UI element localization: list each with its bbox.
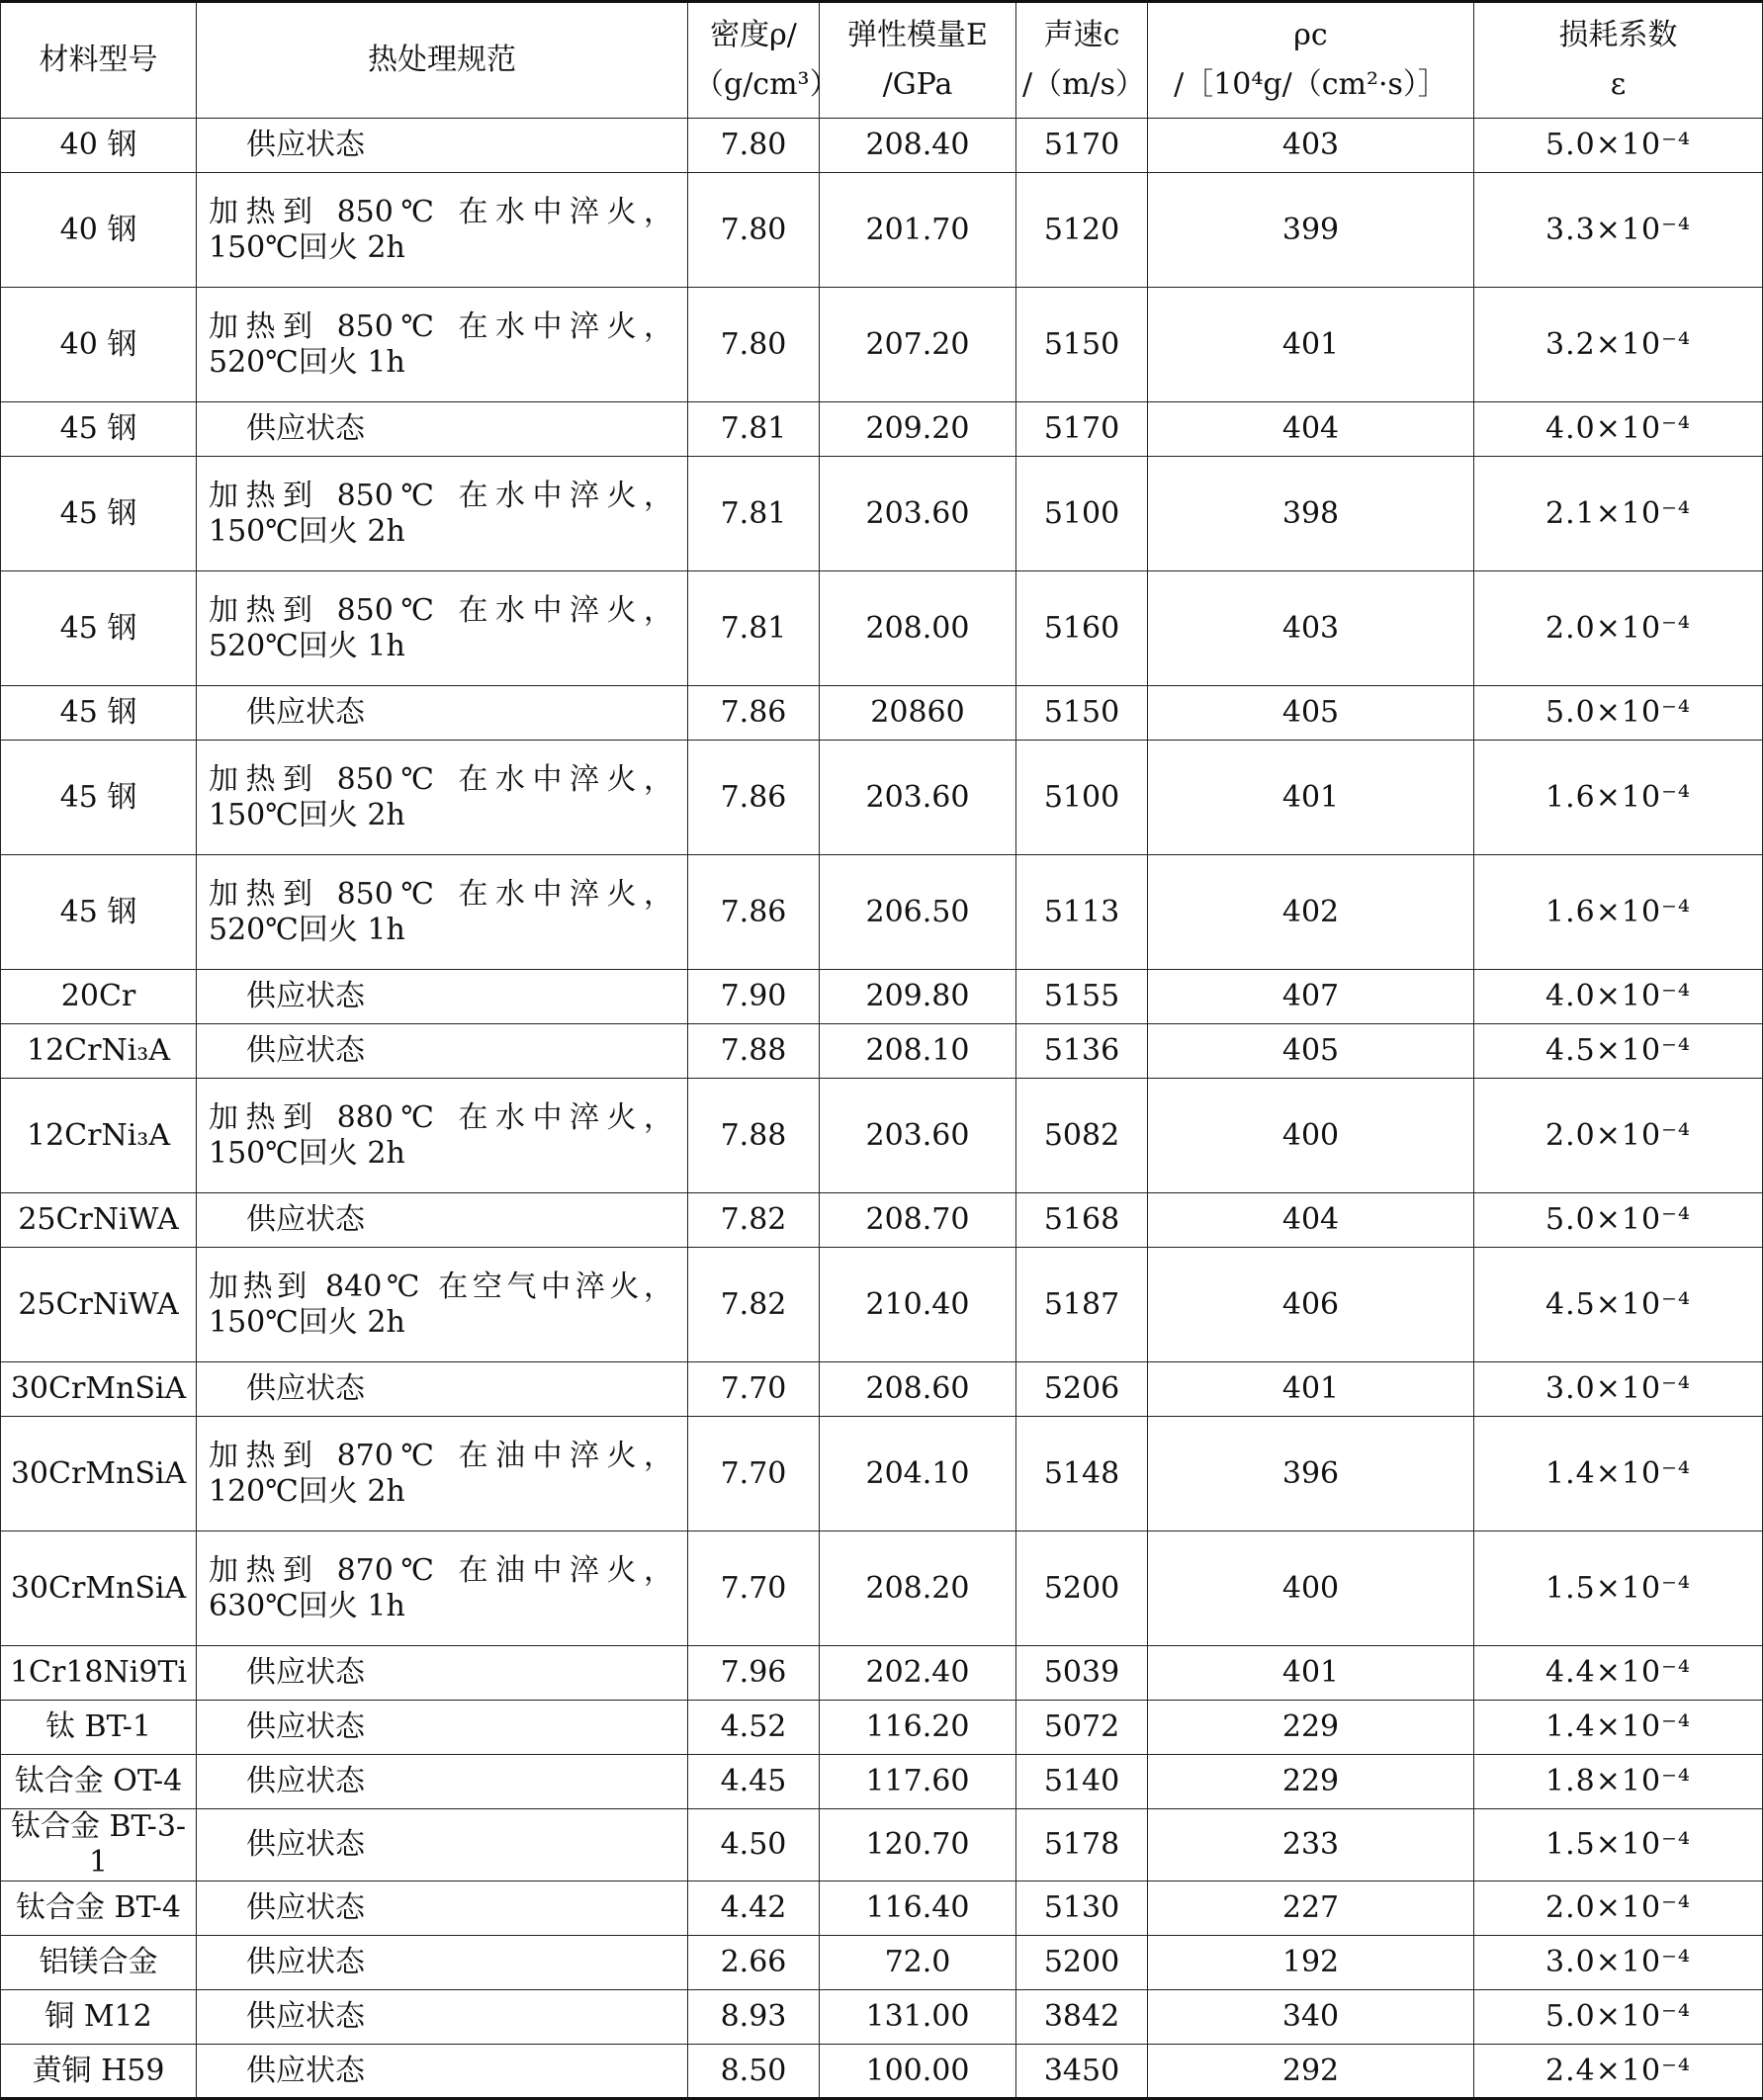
table-row (1, 1531, 1763, 1646)
impedance-cell: 396 (1148, 1417, 1474, 1531)
material-cell: 45 钢 (1, 686, 197, 741)
speed-cell: 5178 (1016, 1809, 1148, 1881)
process-cell: 加热到 850℃ 在水中淬火，520℃回火 1h (197, 288, 688, 402)
header-loss: 损耗系数 ε (1474, 2, 1763, 119)
impedance-cell: 400 (1148, 1531, 1474, 1646)
loss-cell: 5.0×10⁻⁴ (1474, 686, 1763, 741)
density-cell: 4.42 (688, 1881, 820, 1936)
process-cell: 供应状态 (197, 1936, 688, 1990)
impedance-cell: 292 (1148, 2045, 1474, 2099)
process-cell: 供应状态 (197, 402, 688, 457)
process-cell: 供应状态 (197, 1362, 688, 1417)
material-cell: 30CrMnSiA (1, 1531, 197, 1646)
speed-cell: 3450 (1016, 2045, 1148, 2099)
speed-cell: 5160 (1016, 571, 1148, 686)
modulus-cell: 204.10 (820, 1417, 1016, 1531)
modulus-cell: 210.40 (820, 1248, 1016, 1362)
modulus-cell: 116.40 (820, 1881, 1016, 1936)
process-cell: 加热到 850℃ 在水中淬火，150℃回火 2h (197, 457, 688, 571)
speed-cell: 5136 (1016, 1024, 1148, 1079)
speed-cell: 5170 (1016, 402, 1148, 457)
speed-cell: 5150 (1016, 288, 1148, 402)
speed-cell: 5100 (1016, 741, 1148, 855)
loss-cell: 5.0×10⁻⁴ (1474, 119, 1763, 173)
impedance-cell: 406 (1148, 1248, 1474, 1362)
material-cell: 铝镁合金 (1, 1936, 197, 1990)
speed-cell: 5148 (1016, 1417, 1148, 1531)
speed-cell: 5072 (1016, 1701, 1148, 1755)
modulus-cell: 100.00 (820, 2045, 1016, 2099)
material-cell: 40 钢 (1, 173, 197, 288)
material-cell: 黄铜 H59 (1, 2045, 197, 2099)
process-cell: 供应状态 (197, 970, 688, 1024)
impedance-cell: 233 (1148, 1809, 1474, 1881)
modulus-cell: 116.20 (820, 1701, 1016, 1755)
density-cell: 7.80 (688, 173, 820, 288)
speed-cell: 5206 (1016, 1362, 1148, 1417)
table-row (1, 1881, 1763, 1936)
material-cell: 20Cr (1, 970, 197, 1024)
process-cell: 供应状态 (197, 1024, 688, 1079)
material-cell: 12CrNi₃A (1, 1024, 197, 1079)
modulus-cell: 120.70 (820, 1809, 1016, 1881)
loss-cell: 5.0×10⁻⁴ (1474, 1990, 1763, 2045)
loss-cell: 3.0×10⁻⁴ (1474, 1362, 1763, 1417)
loss-cell: 3.0×10⁻⁴ (1474, 1936, 1763, 1990)
impedance-cell: 398 (1148, 457, 1474, 571)
modulus-cell: 208.60 (820, 1362, 1016, 1417)
process-cell: 供应状态 (197, 1990, 688, 2045)
header-material: 材料型号 (1, 2, 197, 119)
table-row (1, 2045, 1763, 2099)
material-cell: 25CrNiWA (1, 1248, 197, 1362)
table-row (1, 741, 1763, 855)
material-cell: 45 钢 (1, 402, 197, 457)
table-row (1, 571, 1763, 686)
impedance-cell: 340 (1148, 1990, 1474, 2045)
impedance-cell: 401 (1148, 1646, 1474, 1701)
material-cell: 25CrNiWA (1, 1193, 197, 1248)
header-row (1, 2, 1763, 119)
density-cell: 4.50 (688, 1809, 820, 1881)
impedance-cell: 405 (1148, 1024, 1474, 1079)
material-cell: 1Cr18Ni9Ti (1, 1646, 197, 1701)
impedance-cell: 403 (1148, 119, 1474, 173)
process-cell: 供应状态 (197, 119, 688, 173)
table-row (1, 119, 1763, 173)
speed-cell: 5155 (1016, 970, 1148, 1024)
density-cell: 7.86 (688, 686, 820, 741)
process-cell: 供应状态 (197, 1701, 688, 1755)
speed-cell: 5187 (1016, 1248, 1148, 1362)
density-cell: 7.70 (688, 1362, 820, 1417)
density-cell: 8.50 (688, 2045, 820, 2099)
material-cell: 45 钢 (1, 457, 197, 571)
loss-cell: 2.4×10⁻⁴ (1474, 2045, 1763, 2099)
modulus-cell: 208.20 (820, 1531, 1016, 1646)
speed-cell: 5039 (1016, 1646, 1148, 1701)
loss-cell: 5.0×10⁻⁴ (1474, 1193, 1763, 1248)
table-row (1, 402, 1763, 457)
speed-cell: 5170 (1016, 119, 1148, 173)
table-row (1, 1417, 1763, 1531)
process-cell: 加热到 840℃ 在空气中淬火，150℃回火 2h (197, 1248, 688, 1362)
table-row (1, 1755, 1763, 1809)
impedance-cell: 405 (1148, 686, 1474, 741)
process-cell: 供应状态 (197, 1193, 688, 1248)
modulus-cell: 208.00 (820, 571, 1016, 686)
loss-cell: 4.5×10⁻⁴ (1474, 1024, 1763, 1079)
density-cell: 7.82 (688, 1193, 820, 1248)
process-cell: 供应状态 (197, 1755, 688, 1809)
speed-cell: 5140 (1016, 1755, 1148, 1809)
loss-cell: 1.4×10⁻⁴ (1474, 1701, 1763, 1755)
process-cell: 加热到 850℃ 在水中淬火，150℃回火 2h (197, 741, 688, 855)
loss-cell: 2.1×10⁻⁴ (1474, 457, 1763, 571)
loss-cell: 4.4×10⁻⁴ (1474, 1646, 1763, 1701)
impedance-cell: 402 (1148, 855, 1474, 970)
header-process: 热处理规范 (197, 2, 688, 119)
modulus-cell: 72.0 (820, 1936, 1016, 1990)
process-cell: 加热到 880℃ 在水中淬火，150℃回火 2h (197, 1079, 688, 1193)
table-row (1, 173, 1763, 288)
loss-cell: 4.0×10⁻⁴ (1474, 402, 1763, 457)
speed-cell: 5100 (1016, 457, 1148, 571)
modulus-cell: 209.80 (820, 970, 1016, 1024)
table-row (1, 855, 1763, 970)
material-cell: 45 钢 (1, 741, 197, 855)
table-row (1, 1362, 1763, 1417)
impedance-cell: 403 (1148, 571, 1474, 686)
loss-cell: 1.5×10⁻⁴ (1474, 1531, 1763, 1646)
impedance-cell: 407 (1148, 970, 1474, 1024)
speed-cell: 5120 (1016, 173, 1148, 288)
speed-cell: 5200 (1016, 1531, 1148, 1646)
modulus-cell: 201.70 (820, 173, 1016, 288)
material-cell: 钛 BT-1 (1, 1701, 197, 1755)
table-row (1, 457, 1763, 571)
loss-cell: 4.5×10⁻⁴ (1474, 1248, 1763, 1362)
modulus-cell: 208.40 (820, 119, 1016, 173)
loss-cell: 1.6×10⁻⁴ (1474, 741, 1763, 855)
material-cell: 钛合金 OT-4 (1, 1755, 197, 1809)
material-cell: 40 钢 (1, 288, 197, 402)
process-cell: 供应状态 (197, 686, 688, 741)
loss-cell: 1.8×10⁻⁴ (1474, 1755, 1763, 1809)
modulus-cell: 203.60 (820, 457, 1016, 571)
table-body (1, 119, 1763, 2099)
header-density: 密度ρ/ （g/cm³） (688, 2, 820, 119)
process-cell: 加热到 870℃ 在油中淬火，630℃回火 1h (197, 1531, 688, 1646)
density-cell: 4.45 (688, 1755, 820, 1809)
impedance-cell: 401 (1148, 741, 1474, 855)
table-row (1, 1646, 1763, 1701)
loss-cell: 1.6×10⁻⁴ (1474, 855, 1763, 970)
density-cell: 7.70 (688, 1531, 820, 1646)
table-row (1, 1990, 1763, 2045)
modulus-cell: 208.70 (820, 1193, 1016, 1248)
header-speed: 声速c /（m/s） (1016, 2, 1148, 119)
density-cell: 7.81 (688, 457, 820, 571)
table-row (1, 1193, 1763, 1248)
impedance-cell: 399 (1148, 173, 1474, 288)
table-header (1, 2, 1763, 119)
loss-cell: 1.5×10⁻⁴ (1474, 1809, 1763, 1881)
modulus-cell: 203.60 (820, 741, 1016, 855)
process-cell: 加热到 850℃ 在水中淬火，520℃回火 1h (197, 855, 688, 970)
impedance-cell: 400 (1148, 1079, 1474, 1193)
density-cell: 7.96 (688, 1646, 820, 1701)
speed-cell: 5168 (1016, 1193, 1148, 1248)
impedance-cell: 404 (1148, 1193, 1474, 1248)
table-row (1, 288, 1763, 402)
density-cell: 8.93 (688, 1990, 820, 2045)
material-cell: 铜 M12 (1, 1990, 197, 2045)
loss-cell: 2.0×10⁻⁴ (1474, 1079, 1763, 1193)
material-cell: 40 钢 (1, 119, 197, 173)
process-cell: 供应状态 (197, 2045, 688, 2099)
impedance-cell: 227 (1148, 1881, 1474, 1936)
impedance-cell: 229 (1148, 1701, 1474, 1755)
material-cell: 12CrNi₃A (1, 1079, 197, 1193)
impedance-cell: 229 (1148, 1755, 1474, 1809)
loss-cell: 4.0×10⁻⁴ (1474, 970, 1763, 1024)
speed-cell: 5113 (1016, 855, 1148, 970)
table-row (1, 1248, 1763, 1362)
process-cell: 加热到 850℃ 在水中淬火，520℃回火 1h (197, 571, 688, 686)
table-row (1, 1809, 1763, 1881)
density-cell: 7.86 (688, 855, 820, 970)
loss-cell: 3.3×10⁻⁴ (1474, 173, 1763, 288)
density-cell: 7.80 (688, 288, 820, 402)
loss-cell: 1.4×10⁻⁴ (1474, 1417, 1763, 1531)
table-row (1, 1936, 1763, 1990)
density-cell: 7.80 (688, 119, 820, 173)
process-cell: 加热到 850℃ 在水中淬火，150℃回火 2h (197, 173, 688, 288)
speed-cell: 5150 (1016, 686, 1148, 741)
density-cell: 7.90 (688, 970, 820, 1024)
modulus-cell: 206.50 (820, 855, 1016, 970)
density-cell: 7.88 (688, 1024, 820, 1079)
density-cell: 2.66 (688, 1936, 820, 1990)
modulus-cell: 117.60 (820, 1755, 1016, 1809)
material-cell: 30CrMnSiA (1, 1417, 197, 1531)
density-cell: 7.81 (688, 571, 820, 686)
process-cell: 供应状态 (197, 1809, 688, 1881)
table-row (1, 1079, 1763, 1193)
table-row (1, 970, 1763, 1024)
speed-cell: 5130 (1016, 1881, 1148, 1936)
modulus-cell: 202.40 (820, 1646, 1016, 1701)
material-cell: 钛合金 BT-3-1 (1, 1809, 197, 1881)
impedance-cell: 401 (1148, 288, 1474, 402)
density-cell: 7.70 (688, 1417, 820, 1531)
loss-cell: 2.0×10⁻⁴ (1474, 1881, 1763, 1936)
modulus-cell: 207.20 (820, 288, 1016, 402)
material-cell: 钛合金 BT-4 (1, 1881, 197, 1936)
modulus-cell: 131.00 (820, 1990, 1016, 2045)
speed-cell: 5082 (1016, 1079, 1148, 1193)
material-cell: 30CrMnSiA (1, 1362, 197, 1417)
table-row (1, 1701, 1763, 1755)
density-cell: 7.86 (688, 741, 820, 855)
material-cell: 45 钢 (1, 571, 197, 686)
header-modulus: 弹性模量E /GPa (820, 2, 1016, 119)
speed-cell: 3842 (1016, 1990, 1148, 2045)
impedance-cell: 401 (1148, 1362, 1474, 1417)
process-cell: 加热到 870℃ 在油中淬火，120℃回火 2h (197, 1417, 688, 1531)
material-cell: 45 钢 (1, 855, 197, 970)
loss-cell: 2.0×10⁻⁴ (1474, 571, 1763, 686)
modulus-cell: 208.10 (820, 1024, 1016, 1079)
density-cell: 7.81 (688, 402, 820, 457)
loss-cell: 3.2×10⁻⁴ (1474, 288, 1763, 402)
process-cell: 供应状态 (197, 1881, 688, 1936)
density-cell: 7.88 (688, 1079, 820, 1193)
modulus-cell: 203.60 (820, 1079, 1016, 1193)
density-cell: 7.82 (688, 1248, 820, 1362)
modulus-cell: 20860 (820, 686, 1016, 741)
speed-cell: 5200 (1016, 1936, 1148, 1990)
modulus-cell: 209.20 (820, 402, 1016, 457)
table-row (1, 686, 1763, 741)
process-cell: 供应状态 (197, 1646, 688, 1701)
table-row (1, 1024, 1763, 1079)
density-cell: 4.52 (688, 1701, 820, 1755)
impedance-cell: 192 (1148, 1936, 1474, 1990)
impedance-cell: 404 (1148, 402, 1474, 457)
header-impedance: ρc /［10⁴g/（cm²·s）］ (1148, 2, 1474, 119)
